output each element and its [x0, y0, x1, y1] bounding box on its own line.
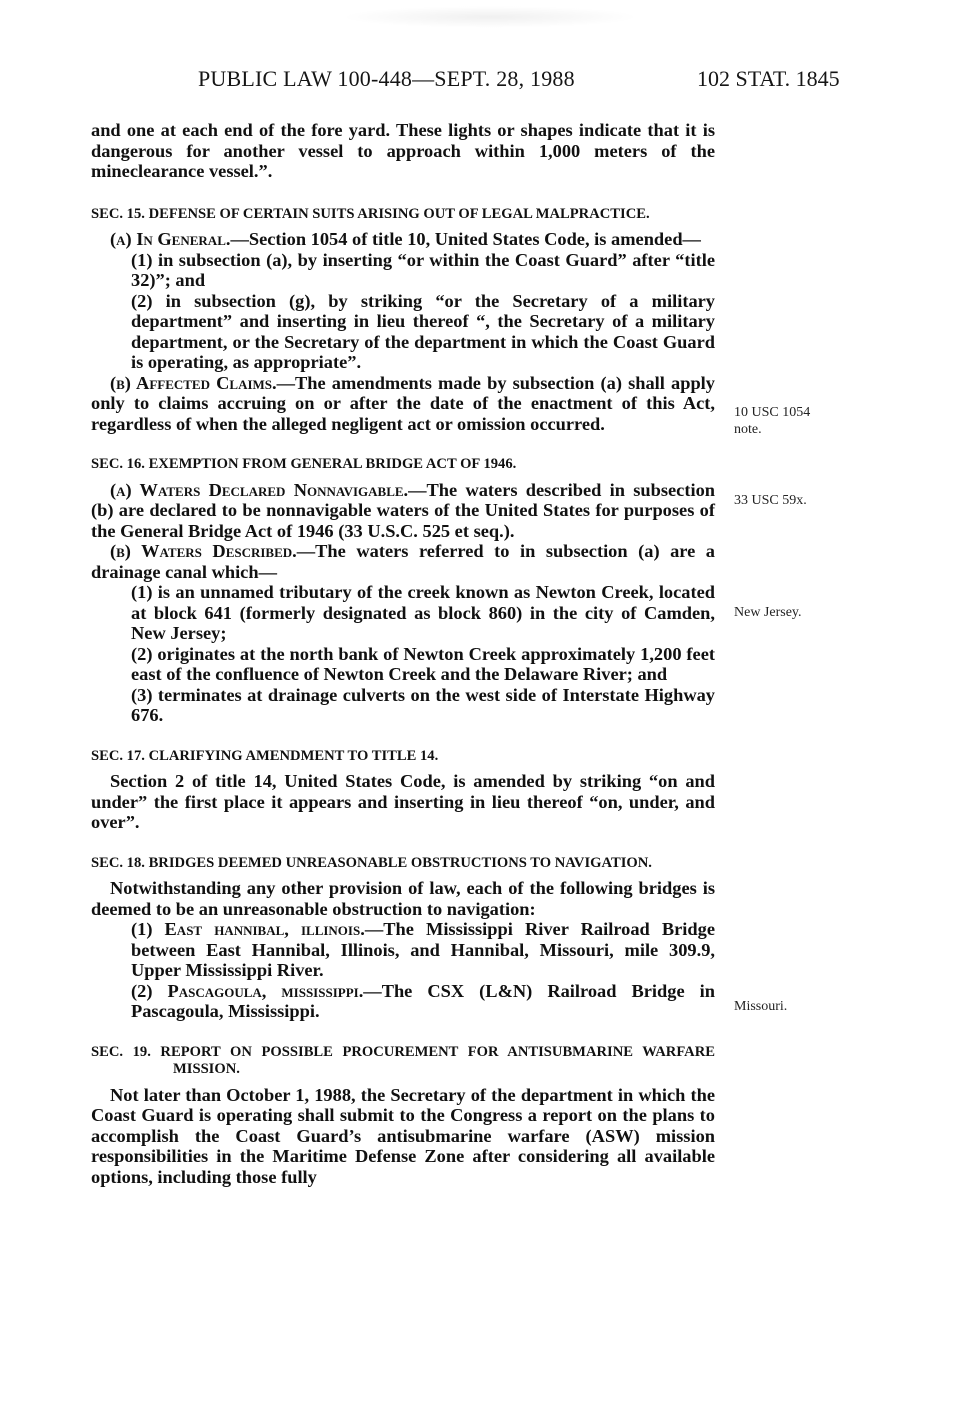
section-15-a-text: —Section 1054 of title 10, United States Code, is amended—	[230, 229, 701, 249]
section-15-a1: (1) in subsection (a), by inserting “or within the Coast Guard” after “title 32)”; and	[131, 249, 715, 290]
body-text	[91, 120, 715, 1187]
section-16-b1: (1) is an unnamed tributary of the creek known as Newton Creek, located at block 641 (formerly designated as block 860) in the city of Camden, New Jersey;	[131, 582, 715, 643]
section-16-b	[91, 541, 715, 582]
margin-note-new-jersey: New Jersey.	[734, 605, 802, 620]
scan-smudge	[340, 6, 640, 28]
section-18-item-1	[91, 919, 715, 981]
section-18-item-1-text: —The Mississippi River Railroad Bridge between East Hannibal, Illinois, and Hannibal, Missouri, mile 309.9, Upper Mississippi River.	[131, 919, 715, 980]
section-18-item-2-text: —The CSX (L&N) Railroad Bridge in Pascagoula, Mississippi.	[131, 980, 715, 1021]
section-15-a	[91, 229, 715, 250]
margin-note-missouri: Missouri.	[734, 999, 788, 1014]
section-16-b-text: —The waters referred to in subsection (a) are a drainage canal which—	[91, 541, 716, 582]
section-18-item-2-label: (2) Pascagoula, mississippi.	[131, 980, 364, 1001]
section-16-heading: SEC. 16. EXEMPTION FROM GENERAL BRIDGE ACT OF 1946.	[91, 456, 517, 472]
page-header	[0, 66, 957, 100]
section-16-b-label: (b) Waters Described.	[110, 541, 297, 561]
statute-citation: 102 STAT. 1845	[697, 66, 840, 91]
section-15-a-label: (a) In General.	[110, 229, 231, 249]
section-15-b-label: (b) Affected Claims.	[110, 372, 277, 393]
margin-note-33-usc-59x: 33 USC 59x.	[734, 493, 807, 508]
section-15-b-text: —The amendments made by subsection (a) shall apply only to claims accruing on or after the date of the enactment of this Act, regardless of when the alleged negligent act or omission occurred.	[91, 372, 715, 434]
section-17-heading: SEC. 17. CLARIFYING AMENDMENT TO TITLE 14.	[91, 747, 439, 764]
section-16-b3: (3) terminates at drainage culverts on the west side of Interstate Highway 676.	[131, 684, 715, 725]
section-16-b2: (2) originates at the north bank of Newton Creek approximately 1,200 feet east of the confluence of Newton Creek and the Delaware River; and	[131, 643, 715, 684]
section-15-heading: SEC. 15. DEFENSE OF CERTAIN SUITS ARISING OUT OF LEGAL MALPRACTICE.	[91, 205, 650, 222]
section-15-a2: (2) in subsection (g), by striking “or the Secretary of a military department” and inserting in lieu thereof “, the Secretary of a military department, or the Secretary of the department in which the Coast Guard is operating, as appropriate”.	[131, 290, 715, 372]
margin-note-10-usc-1054: 10 USC 1054 note.	[734, 405, 811, 437]
section-18-item-2	[91, 981, 715, 1022]
section-16-a	[91, 480, 715, 542]
section-18-item-1-label: (1) East hannibal, illinois.	[131, 919, 365, 939]
section-19-text: Not later than October 1, 1988, the Secretary of the department in which the Coast Guard is operating shall submit to the Congress a report on the plans to accomplish the Coast Guard’s antisubmarine warfare (ASW) mission responsibilities in the Maritime Defense Zone after considering all available options, including those fully	[91, 1084, 715, 1187]
section-15-b	[91, 373, 715, 435]
section-16-a-text: —The waters described in subsection (b) are declared to be nonnavigable waters of the United States for purposes of the General Bridge Act of 1946 (33 U.S.C. 525 et seq.).	[91, 479, 715, 541]
section-18-text: Notwithstanding any other provision of law, each of the following bridges is deemed to be an unreasonable obstruction to navigation:	[91, 878, 715, 919]
running-head: PUBLIC LAW 100-448—SEPT. 28, 1988	[198, 66, 575, 91]
continued-paragraph: and one at each end of the fore yard. These lights or shapes indicate that it is dangerous for another vessel to approach within 1,000 meters of the mineclearance vessel.”.	[91, 120, 715, 181]
section-19-heading: SEC. 19. REPORT ON POSSIBLE PROCUREMENT FOR ANTISUBMARINE WARFARE MISSION.	[91, 1043, 715, 1077]
section-17-text: Section 2 of title 14, United States Code, is amended by striking “on and under” the first place it appears and inserting in lieu thereof “on, under, and over”.	[91, 771, 715, 832]
section-16-a-label: (a) Waters Declared Nonnavigable.	[110, 479, 409, 500]
section-18-heading: SEC. 18. BRIDGES DEEMED UNREASONABLE OBSTRUCTIONS TO NAVIGATION.	[91, 854, 652, 871]
